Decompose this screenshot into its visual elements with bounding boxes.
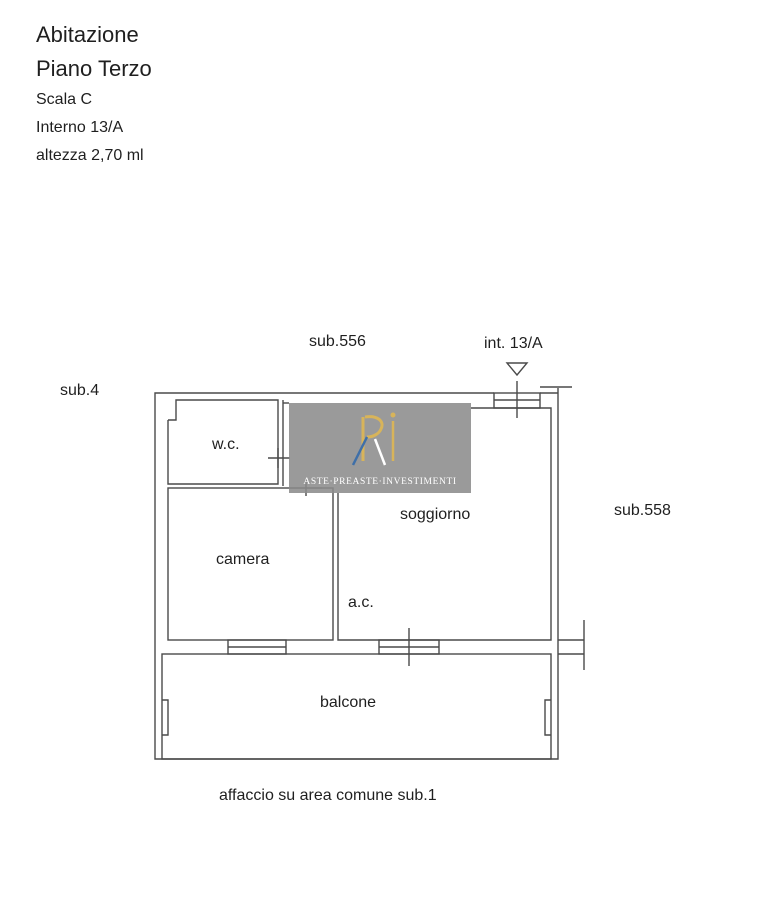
room-label-soggiorno: soggiorno [400,506,471,523]
entrance-label: int. 13/A [484,335,543,352]
neighbor-left-label: sub.4 [60,382,100,399]
wc-notch [168,400,190,420]
property-type: Abitazione [36,22,139,47]
room-label-wc: w.c. [212,436,240,453]
staircase-label: Scala C [36,91,93,108]
room-label-camera: camera [216,551,270,568]
watermark [289,403,471,493]
entrance-marker-icon [507,363,527,375]
balcone-notch-left [162,700,168,735]
ceiling-height: altezza 2,70 ml [36,147,144,164]
neighbor-top-label: sub.556 [309,333,366,350]
unit-number: Interno 13/A [36,119,124,136]
watermark-caption: ASTE·PREASTE·INVESTIMENTI [303,477,457,487]
room-label-balcone: balcone [320,694,377,711]
balcone-notch-right [545,700,551,735]
room-label-ac: a.c. [348,594,374,611]
neighbor-bottom-label: affaccio su area comune sub.1 [219,787,437,804]
neighbor-right-label: sub.558 [614,502,671,519]
floor-label: Piano Terzo [36,56,152,81]
